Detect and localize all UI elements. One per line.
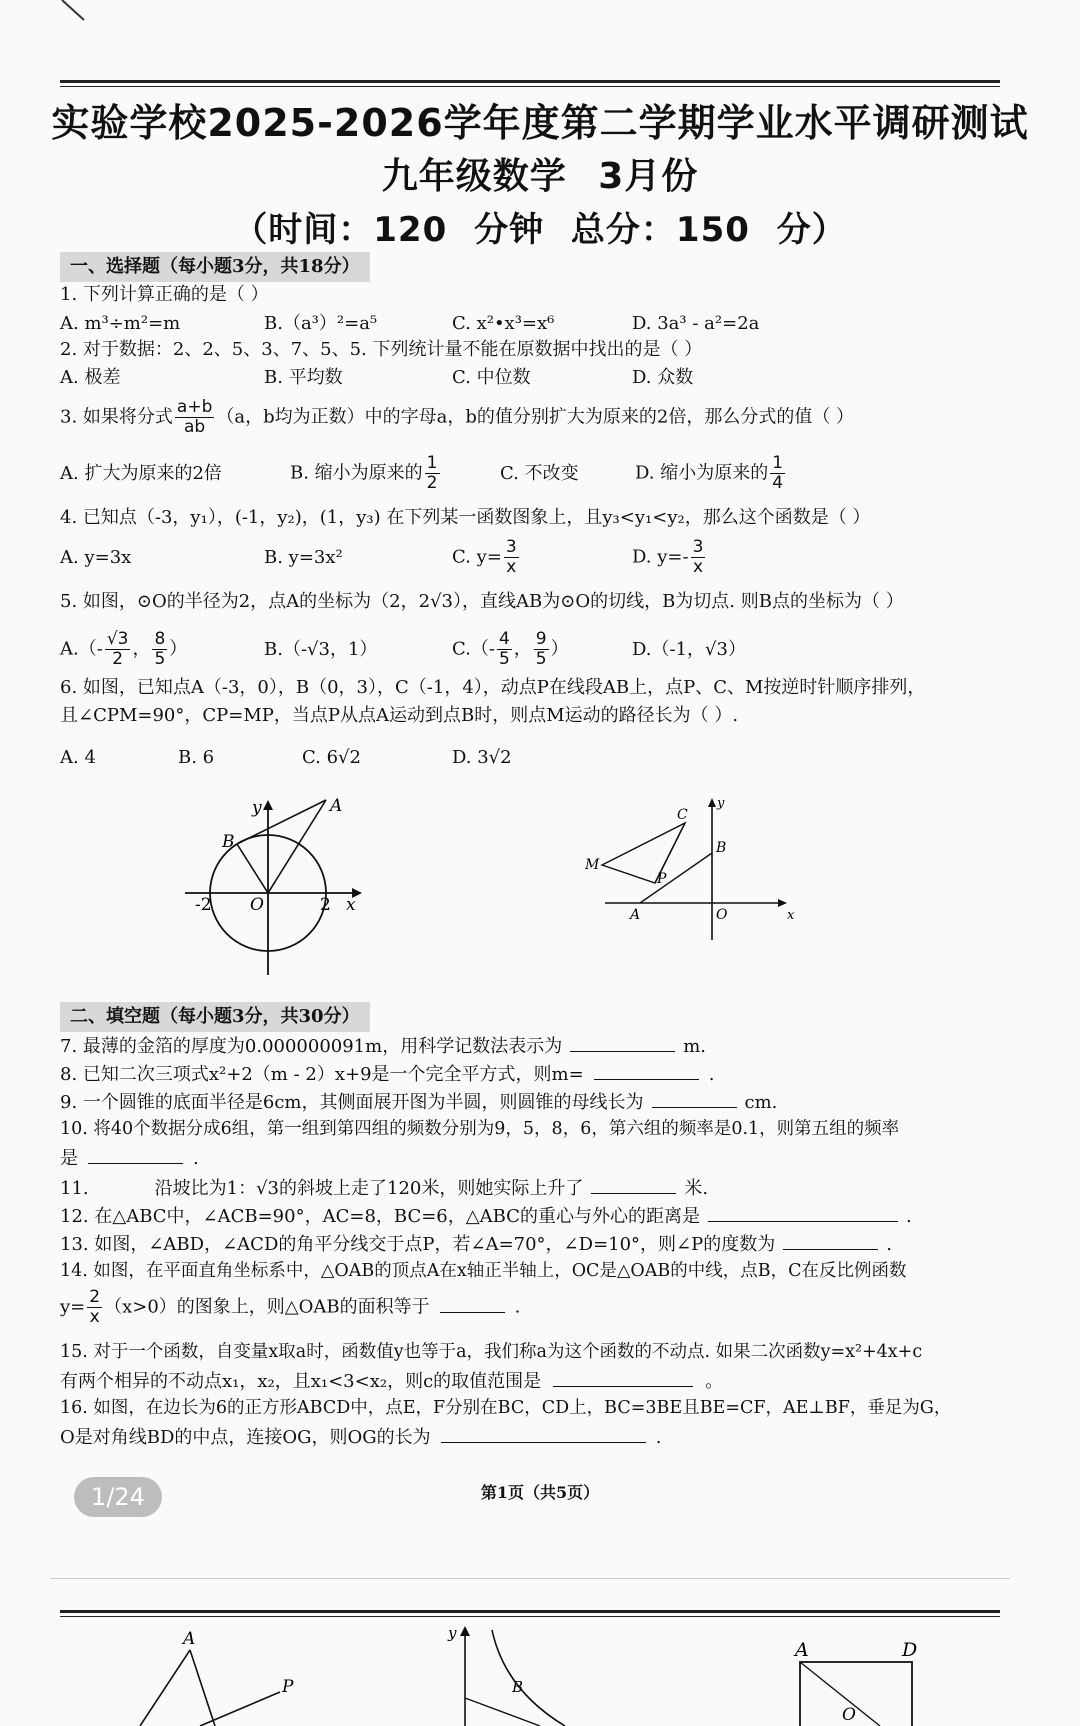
p2-fig3-diagonal	[800, 1662, 880, 1726]
fig1-segment-OB	[237, 844, 268, 893]
q3-denominator: ab	[184, 417, 206, 437]
q9-answer-blank[interactable]	[652, 1089, 737, 1108]
q4-option-d-fraction	[691, 538, 706, 577]
p2-label-P1: P	[282, 1677, 294, 1697]
q11-unit: 米.	[684, 1178, 709, 1199]
fig2-y-arrow	[708, 798, 716, 807]
q1-option-c: C. x²•x³=x⁶	[452, 313, 555, 334]
q4-option-c-fraction	[504, 538, 519, 577]
p2-fig1-line2	[190, 1650, 215, 1726]
p2-label-O: O	[842, 1705, 856, 1725]
q3-stem-pre: 3. 如果将分式	[60, 406, 173, 428]
page-counter-badge[interactable]: 1/24	[74, 1477, 162, 1517]
q4-option-c	[452, 538, 521, 577]
q11-number: 11.	[60, 1178, 89, 1199]
q14-text-y: y=	[60, 1296, 86, 1318]
figure-circle-tangent	[180, 795, 370, 980]
q13-text: 13. 如图，∠ABD，∠ACD的角平分线交于点P，若∠A=70°，∠D=10°，则∠P的度数为	[60, 1234, 776, 1255]
q14-answer-blank[interactable]	[440, 1294, 505, 1313]
q8-text: 8. 已知二次三项式x²+2（m - 2）x+9是一个完全平方式，则m=	[60, 1064, 584, 1085]
q3-option-d	[635, 454, 787, 493]
q5-option-c-num2: 9	[535, 629, 547, 649]
q5-option-c-fraction2	[534, 630, 549, 669]
top-rule-thick	[60, 80, 1000, 83]
q12	[60, 1203, 1020, 1229]
fig1-label-neg2: -2	[195, 895, 212, 915]
q4-option-c-numerator: 3	[505, 537, 517, 557]
q9-unit: cm.	[744, 1092, 778, 1113]
top-rule-thin	[60, 86, 1000, 87]
q4-option-d	[632, 538, 707, 577]
page2-rule-thick	[60, 1610, 1000, 1613]
q3-option-d-denominator: 4	[772, 473, 784, 493]
q15-end: 。	[705, 1371, 724, 1392]
q16-line2	[60, 1424, 1020, 1450]
q16-text2: O是对角线BD的中点，连接OG，则OG的长为	[60, 1427, 431, 1448]
exam-info: （时间：120 分钟 总分：150 分）	[233, 210, 847, 250]
q9-text: 9. 一个圆锥的底面半径是6cm，其侧面展开图为半圆，则圆锥的母线长为	[60, 1092, 644, 1113]
q3-numerator: a+b	[176, 397, 213, 417]
q5-option-c-mid: ，	[513, 638, 532, 660]
q5-option-d: D.（-1，√3）	[632, 639, 746, 660]
q4-option-d-text: D. y=-	[632, 546, 689, 568]
fig2-label-A: A	[630, 907, 641, 923]
q7-unit: m.	[683, 1036, 707, 1057]
q5-stem: 5. 如图，⊙O的半径为2，点A的坐标为（2，2√3），直线AB为⊙O的切线，B为切点. 则B点的坐标为（ ）	[60, 591, 904, 612]
q3-option-b-denominator: 2	[426, 473, 438, 493]
fig2-label-x: x	[787, 908, 795, 923]
q3-option-a: A. 扩大为原来的2倍	[60, 463, 222, 484]
q5-option-b: B.（-√3，1）	[264, 639, 378, 660]
q11-answer-blank[interactable]	[591, 1175, 676, 1194]
q4-option-b: B. y=3x²	[264, 547, 343, 568]
q5-option-a-den2: 5	[154, 649, 166, 669]
q10-line2	[60, 1145, 1020, 1171]
q5-option-a-fraction1	[105, 630, 131, 669]
fig1-label-y: y	[252, 798, 262, 818]
fig2-label-M: M	[585, 857, 600, 873]
q3-option-b-text: B. 缩小为原来的	[290, 462, 423, 484]
q12-answer-blank[interactable]	[708, 1203, 898, 1222]
q3-option-c: C. 不改变	[500, 463, 579, 484]
q5-option-c-num1: 4	[498, 629, 510, 649]
q15-answer-blank[interactable]	[553, 1368, 693, 1387]
q13	[60, 1231, 1020, 1257]
fig2-label-P: P	[657, 871, 667, 887]
section1-heading: 一、选择题（每小题3分，共18分）	[60, 252, 370, 282]
fig2-x-arrow	[778, 899, 787, 907]
p2-label-A2: A	[795, 1639, 809, 1661]
p2-fig2-y-arrow	[460, 1626, 470, 1636]
q2-stem: 2. 对于数据：2、2、5、3、7、5、5. 下列统计量不能在原数据中找出的是（ ）	[60, 339, 703, 360]
q6-option-d: D. 3√2	[452, 747, 512, 768]
q5-option-a	[60, 630, 187, 669]
p2-fig3-square	[800, 1662, 912, 1726]
q5-option-a-num1: √3	[106, 629, 129, 649]
q10-text2: 是	[60, 1148, 78, 1169]
q8-answer-blank[interactable]	[594, 1061, 699, 1080]
exam-title: 实验学校2025-2026学年度第二学期学业水平调研测试	[51, 101, 1029, 145]
q12-end: .	[905, 1206, 912, 1227]
fig1-label-x: x	[346, 895, 356, 915]
fig2-triangle-MCP	[602, 823, 685, 883]
q1-stem: 1. 下列计算正确的是（ ）	[60, 284, 269, 305]
fig2-label-C: C	[677, 807, 688, 823]
q13-answer-blank[interactable]	[783, 1231, 878, 1250]
q6-option-c: C. 6√2	[302, 747, 361, 768]
fig1-y-arrow	[263, 800, 273, 810]
q7	[60, 1033, 1020, 1059]
q5-option-a-num2: 8	[154, 629, 166, 649]
q3-option-b-fraction	[425, 454, 440, 493]
q13-end: .	[886, 1234, 892, 1255]
q2-option-d: D. 众数	[632, 367, 694, 388]
q5-option-a-fraction2	[152, 630, 167, 669]
q6-option-a: A. 4	[60, 747, 96, 768]
q4-option-a: A. y=3x	[60, 547, 132, 568]
p2-fig2-line	[465, 1698, 540, 1726]
page2-rule-thin	[60, 1616, 1000, 1617]
fig1-label-A: A	[330, 796, 343, 816]
exam-subtitle: 九年级数学 3月份	[381, 156, 699, 197]
q5-option-c-fraction1	[497, 630, 512, 669]
fig1-label-O: O	[250, 895, 264, 915]
page2-figures	[0, 1620, 1080, 1726]
fig1-label-2: 2	[320, 895, 331, 915]
q3-stem-post: （a，b均为正数）中的字母a，b的值分别扩大为原来的2倍，那么分式的值（ ）	[216, 406, 855, 428]
q16-answer-blank[interactable]	[441, 1424, 646, 1443]
q3-option-b-numerator: 1	[426, 453, 438, 473]
q5-option-a-pre: A.（-	[60, 638, 103, 660]
q2-option-a: A. 极差	[60, 367, 121, 388]
q5-option-c-den2: 5	[535, 649, 547, 669]
q5-option-c	[452, 630, 569, 669]
q5-option-c-post: ）	[550, 638, 569, 660]
q12-text: 12. 在△ABC中，∠ACB=90°，AC=8，BC=6，△ABC的重心与外心的距离是	[60, 1206, 700, 1227]
q8	[60, 1061, 1020, 1087]
q11-text: 沿坡比为1：√3的斜坡上走了120米，则她实际上升了	[154, 1178, 584, 1199]
q7-answer-blank[interactable]	[570, 1033, 675, 1052]
q14-end: .	[514, 1296, 521, 1318]
q3-stem	[60, 398, 1020, 437]
q3-option-d-numerator: 1	[772, 453, 784, 473]
q10-end: .	[193, 1148, 199, 1169]
q14-line2	[60, 1288, 1020, 1327]
page-footer: 第1页（共5页）	[480, 1483, 600, 1502]
q3-option-b	[290, 454, 442, 493]
q14-numerator: 2	[89, 1287, 101, 1307]
q14-denominator: x	[89, 1307, 100, 1327]
fig2-label-B: B	[716, 840, 727, 856]
q11	[60, 1175, 1020, 1201]
q2-option-c: C. 中位数	[452, 367, 531, 388]
q4-option-c-denominator: x	[506, 557, 517, 577]
fig2-label-y: y	[717, 796, 725, 811]
q14-text2: （x>0）的图象上，则△OAB的面积等于	[104, 1296, 430, 1318]
q6-line1: 6. 如图，已知点A（-3，0），B（0，3），C（-1，4），动点P在线段AB上，点P、C、M按逆时针顺序排列，	[60, 677, 926, 698]
p2-fig1-line1	[140, 1650, 190, 1726]
q15-text2: 有两个相异的不动点x₁，x₂，且x₁<3<x₂，则c的取值范围是	[60, 1371, 542, 1392]
figure-moving-point	[585, 795, 800, 945]
q5-option-c-den1: 5	[498, 649, 510, 669]
q3-option-d-fraction	[770, 454, 785, 493]
q5-option-a-den1: 2	[112, 649, 124, 669]
p2-fig1-line3	[200, 1692, 280, 1726]
q16-end: .	[655, 1427, 662, 1448]
q16-line1: 16. 如图，在边长为6的正方形ABCD中，点E，F分别在BC，CD上，BC=3BE且BE=CF，AE⊥BF，垂足为G，	[60, 1398, 952, 1418]
p2-label-D: D	[902, 1639, 918, 1661]
fig1-label-B: B	[222, 832, 235, 852]
page-separator	[50, 1578, 1010, 1579]
fig2-segment-AB	[640, 853, 712, 903]
p2-label-y: y	[448, 1624, 457, 1642]
q9	[60, 1089, 1020, 1115]
corner-mark	[60, 0, 100, 24]
p2-label-B: B	[512, 1678, 524, 1696]
q15-line1: 15. 对于一个函数，自变量x取a时，函数值y也等于a，我们称a为这个函数的不动点. 如果二次函数y=x²+4x+c	[60, 1342, 923, 1362]
q14-line1: 14. 如图，在平面直角坐标系中，△OAB的顶点A在x轴正半轴上，OC是△OAB的中线，点B，C在反比例函数	[60, 1261, 907, 1281]
q1-option-b: B.（a³）²=a⁵	[264, 313, 378, 334]
q14-fraction	[87, 1288, 102, 1327]
q4-option-d-denominator: x	[692, 557, 704, 577]
q8-end: .	[708, 1064, 715, 1085]
q5-option-a-post: ）	[169, 638, 188, 660]
q5-option-c-pre: C.（-	[452, 638, 495, 660]
q3-option-d-text: D. 缩小为原来的	[635, 462, 769, 484]
q10-line1: 10. 将40个数据分成6组，第一组到第四组的频数分别为9，5，8，6，第六组的频率是0.1，则第五组的频率	[60, 1119, 900, 1139]
q7-text: 7. 最薄的金箔的厚度为0.000000091m，用科学记数法表示为	[60, 1036, 563, 1057]
q6-line2: 且∠CPM=90°，CP=MP，当点P从点A运动到点B时，则点M运动的路径长为（ ）.	[60, 705, 739, 726]
section2-heading: 二、填空题（每小题3分，共30分）	[60, 1002, 370, 1032]
q4-option-d-numerator: 3	[692, 537, 704, 557]
q10-answer-blank[interactable]	[88, 1145, 183, 1164]
q6-option-b: B. 6	[178, 747, 215, 768]
q5-option-a-mid: ，	[132, 638, 151, 660]
fig2-label-O: O	[716, 907, 728, 923]
q15-line2	[60, 1368, 1020, 1394]
q1-option-d: D. 3a³ - a²=2a	[632, 313, 760, 334]
q1-option-a: A. m³÷m²=m	[60, 313, 181, 334]
q4-option-c-text: C. y=	[452, 546, 502, 568]
q2-option-b: B. 平均数	[264, 367, 343, 388]
p2-label-A1: A	[183, 1629, 196, 1649]
q4-stem: 4. 已知点（-3，y₁），(-1，y₂)，(1，y₃) 在下列某一函数图象上，且y₃<y₁<y₂，那么这个函数是（ ）	[60, 507, 871, 528]
q3-fraction	[175, 398, 214, 437]
